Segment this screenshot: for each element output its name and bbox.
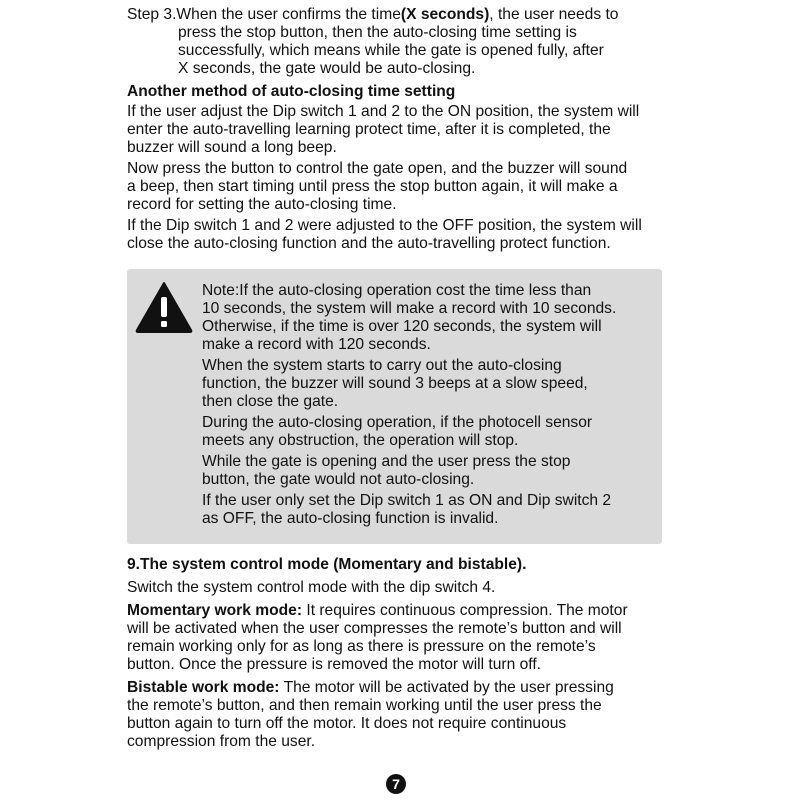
step-3	[127, 6, 687, 78]
note-paragraph-5: If the user only set the Dip switch 1 as ON and Dip switch 2 as OFF, the auto-closing function is invalid.	[202, 492, 612, 527]
warning-triangle-icon	[135, 281, 193, 333]
another-method-paragraph-3: If the Dip switch 1 and 2 were adjusted to the OFF position, the system will close the auto-closing function and the auto-travelling protect function.	[127, 217, 642, 252]
page-number-badge: 7	[386, 774, 406, 794]
step-3-lead-after: , the user needs to	[489, 6, 619, 23]
step-3-lead-before: When the user confirms the time	[176, 6, 401, 23]
section-9	[127, 556, 687, 756]
momentary-mode-text: It requires continuous compression. The motor will be activated when the user compresses the remote’s button and will remain working only for as long as there is pressure on the remote’s button. Once the pressure is removed the motor will turn off.	[127, 602, 628, 673]
step-3-lead-bold: (X seconds)	[400, 6, 490, 23]
step-3-lead	[127, 6, 618, 24]
another-method-heading: Another method of auto-closing time setting	[127, 83, 456, 100]
momentary-mode-label: Momentary work mode:	[127, 602, 303, 619]
note-paragraph-3: During the auto-closing operation, if the photocell sensor meets any obstruction, the operation will stop.	[202, 414, 593, 449]
step-3-rest: press the stop button, then the auto-closing time setting is successfully, which means while the gate is opened fully, after X seconds, the gate would be auto-closing.	[178, 24, 604, 77]
note-paragraph-1: Note:If the auto-closing operation cost the time less than 10 seconds, the system will make a record with 10 seconds. Otherwise, if the time is over 120 seconds, the system will make a record with 120 seconds.	[202, 282, 617, 353]
section-9-heading: 9.The system control mode (Momentary and bistable).	[127, 556, 527, 573]
section-9-intro: Switch the system control mode with the dip switch 4.	[127, 579, 496, 596]
page-content	[127, 6, 687, 253]
note-box	[127, 269, 662, 544]
bistable-mode-label: Bistable work mode:	[127, 679, 280, 696]
note-body	[202, 282, 662, 531]
note-paragraph-4: While the gate is opening and the user press the stop button, the gate would not auto-closing.	[202, 453, 571, 488]
another-method-paragraph-1: If the user adjust the Dip switch 1 and 2 to the ON position, the system will enter the auto-travelling learning protect time, after it is completed, the buzzer will sound a long beep.	[127, 103, 640, 156]
note-paragraph-2: When the system starts to carry out the auto-closing function, the buzzer will sound 3 beeps at a slow speed, then close the gate.	[202, 357, 588, 410]
bistable-mode-paragraph	[127, 679, 687, 751]
step-3-label: Step 3.	[127, 6, 177, 23]
bistable-mode-text: The motor will be activated by the user pressing the remote’s button, and then remain working until the user press the button again to turn off the motor. It does not require continuous compression from the user.	[127, 679, 614, 750]
momentary-mode-paragraph	[127, 602, 687, 674]
another-method-paragraph-2: Now press the button to control the gate open, and the buzzer will sound a beep, then start timing until press the stop button again, it will make a record for setting the auto-closing time.	[127, 160, 628, 213]
step-3-text	[127, 6, 618, 78]
